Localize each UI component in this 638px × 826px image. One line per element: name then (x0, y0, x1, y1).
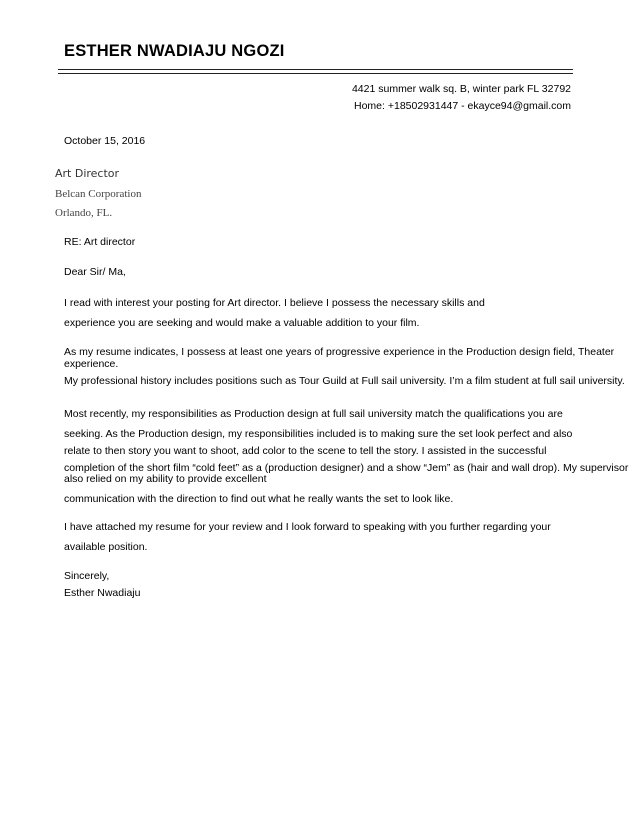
paragraph-line: completion of the short film “cold feet” as a (production designer) and a show “Jem” as (hair and wall drop). My supervisor (64, 462, 629, 474)
recipient-location: Orlando, FL. (55, 207, 113, 219)
recipient-title: Art Director (55, 167, 120, 180)
paragraph-line: seeking. As the Production design, my responsibilities included is to making sure the set look perfect and also (64, 428, 573, 440)
paragraph-line: I read with interest your posting for Art director. I believe I possess the necessary skills and (64, 297, 485, 309)
signature-name: Esther Nwadiaju (64, 587, 141, 599)
paragraph-line: available position. (64, 541, 148, 553)
applicant-name: ESTHER NWADIAJU NGOZI (64, 42, 285, 60)
paragraph-line: I have attached my resume for your review and I look forward to speaking with you further regarding your (64, 521, 551, 533)
recipient-company: Belcan Corporation (55, 188, 142, 200)
paragraph-line: experience. (64, 358, 119, 370)
paragraph-line: relate to then story you want to shoot, add color to the scene to tell the story. I assisted in the successful (64, 445, 547, 457)
paragraph-line: communication with the direction to find out what he really wants the set to look like. (64, 493, 454, 505)
subject-line: RE: Art director (64, 236, 136, 248)
paragraph-line: My professional history includes positions such as Tour Guild at Full sail university. I’m a film student at full sail university. (64, 375, 625, 387)
address-line: 4421 summer walk sq. B, winter park FL 32792 (351, 83, 571, 95)
paragraph-line: Most recently, my responsibilities as Production design at full sail university match the qualifications you are (64, 408, 563, 420)
salutation: Dear Sir/ Ma, (64, 266, 126, 278)
paragraph-line: experience you are seeking and would make a valuable addition to your film. (64, 317, 420, 329)
paragraph-line: As my resume indicates, I possess at least one years of progressive experience in the Production design field, Theater (64, 346, 615, 358)
letter-date: October 15, 2016 (64, 135, 146, 147)
contact-line: Home: +18502931447 - ekayce94@gmail.com (354, 100, 571, 112)
header-rule-thick (58, 69, 573, 70)
header-rule-thin (58, 73, 573, 74)
paragraph-line: also relied on my ability to provide excellent (64, 473, 267, 485)
sign-off: Sincerely, (64, 570, 110, 582)
